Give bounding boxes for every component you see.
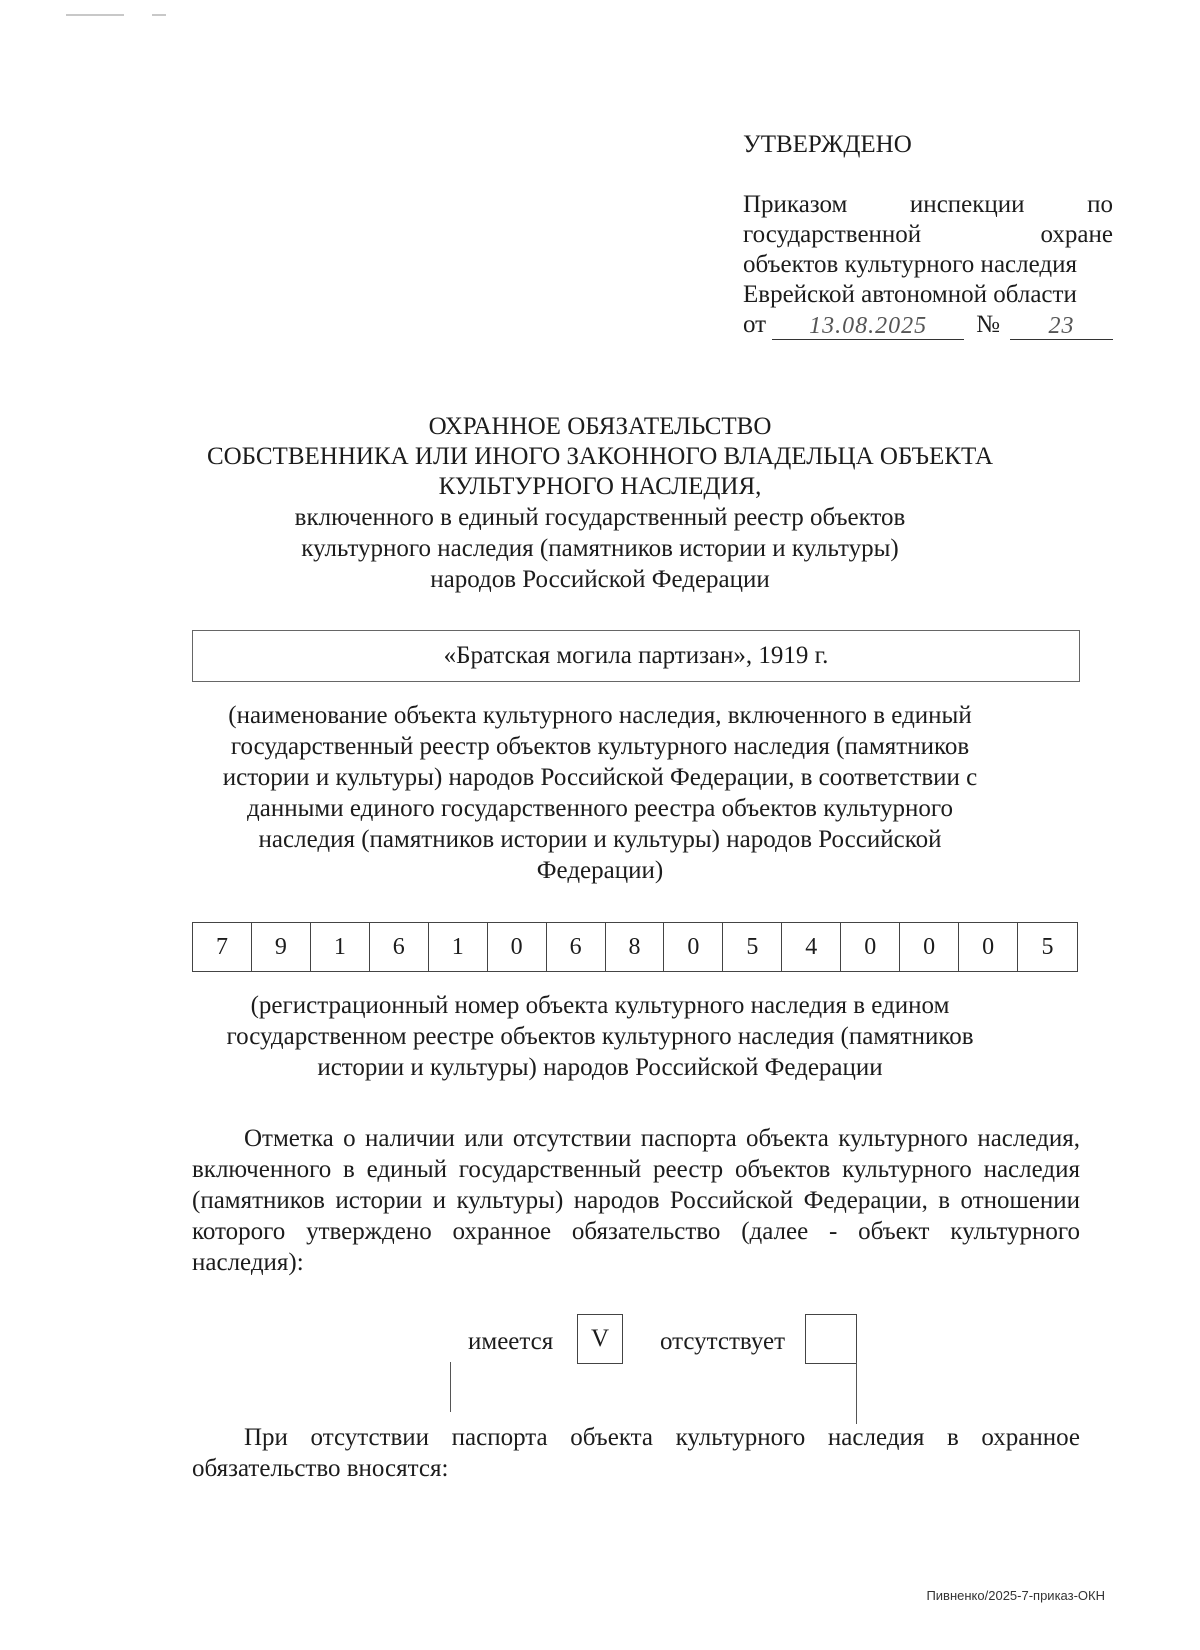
- reg-digit-cell: 8: [606, 923, 665, 971]
- registration-number-grid: [192, 922, 1078, 972]
- passport-paragraph: Отметка о наличии или отсутствии паспорта объекта культурного наследия, включенного в единый государственный реестр объектов культурного наследия (памятников истории и культуры) народов Российской Федерации, в отношении которого утверждено охранное обязательство (далее - объект культурного наследия):: [192, 1125, 1080, 1276]
- document-title: [150, 412, 1050, 595]
- reg-digit-cell: 9: [252, 923, 311, 971]
- caption-line: (регистрационный номер объекта культурного наследия в едином: [250, 992, 950, 1019]
- reg-digit-cell: 5: [723, 923, 782, 971]
- approval-line: государственной охране: [743, 221, 1113, 248]
- reg-digit-cell: 0: [841, 923, 900, 971]
- object-name-box: «Братская могила партизан», 1919 г.: [192, 630, 1080, 682]
- caption-line: истории и культуры) народов Российской Федерации, в соответствии с: [222, 764, 978, 791]
- approval-line: объектов культурного наследия: [743, 251, 1077, 278]
- title-line: КУЛЬТУРНОГО НАСЛЕДИЯ,: [438, 473, 762, 500]
- approval-block: [743, 130, 1113, 340]
- scan-artifact: [152, 14, 166, 16]
- caption-line: (наименование объекта культурного наследия, включенного в единый: [228, 702, 972, 729]
- reg-digit-cell: 1: [429, 923, 488, 971]
- passport-absent-checkbox[interactable]: [805, 1314, 857, 1364]
- scan-line: [856, 1362, 857, 1424]
- reg-digit-cell: 1: [311, 923, 370, 971]
- caption-line: государственном реестре объектов культурного наследия (памятников: [226, 1023, 974, 1050]
- handwritten-date: 13.08.2025: [772, 311, 964, 340]
- title-line: СОБСТВЕННИКА ИЛИ ИНОГО ЗАКОННОГО ВЛАДЕЛЬЦА ОБЪЕКТА: [206, 443, 994, 470]
- passport-present-checkbox[interactable]: V: [577, 1314, 623, 1364]
- title-line: ОХРАННОЕ ОБЯЗАТЕЛЬСТВО: [428, 413, 772, 440]
- caption-line: Федерации): [536, 857, 664, 884]
- caption-line: данными единого государственного реестра объектов культурного: [247, 795, 953, 822]
- caption-line: наследия (памятников истории и культуры) народов Российской: [258, 826, 942, 853]
- title-subline: народов Российской Федерации: [430, 566, 770, 593]
- title-subline: включенного в единый государственный реестр объектов: [294, 504, 906, 531]
- approval-date-row: [743, 310, 1113, 340]
- title-subline: культурного наследия (памятников истории и культуры): [301, 535, 899, 562]
- approval-line: Еврейской автономной области: [743, 281, 1077, 308]
- absence-paragraph: При отсутствии паспорта объекта культурного наследия в охранное обязательство вносятся:: [192, 1424, 1080, 1482]
- passport-absent-label: отсутствует: [660, 1328, 786, 1355]
- reg-digit-cell: 4: [782, 923, 841, 971]
- registration-caption: [150, 990, 1050, 1083]
- object-caption: [150, 700, 1050, 886]
- reg-digit-cell: 5: [1041, 934, 1054, 960]
- reg-digit-cell: 0: [664, 923, 723, 971]
- footer-code: Пивненко/2025-7-приказ-ОКН: [926, 1588, 1105, 1603]
- caption-line: истории и культуры) народов Российской Федерации: [317, 1054, 883, 1081]
- scan-artifact: [66, 14, 124, 16]
- reg-digit-cell: 7: [193, 923, 252, 971]
- reg-digit-cell: 6: [370, 923, 429, 971]
- approval-title: УТВЕРЖДЕНО: [743, 131, 912, 158]
- scan-line: [450, 1362, 451, 1412]
- number-sign: №: [976, 311, 1000, 338]
- reg-digit-cell: 0: [900, 923, 959, 971]
- handwritten-number: 23: [1010, 311, 1113, 340]
- date-prefix: от: [743, 311, 767, 338]
- approval-line: Приказом инспекции по: [743, 191, 1113, 218]
- caption-line: государственный реестр объектов культурного наследия (памятников: [230, 733, 970, 760]
- reg-digit-cell: 6: [547, 923, 606, 971]
- passport-present-label: имеется: [468, 1328, 554, 1355]
- reg-digit-cell: 0: [959, 923, 1018, 971]
- reg-digit-cell: 0: [488, 923, 547, 971]
